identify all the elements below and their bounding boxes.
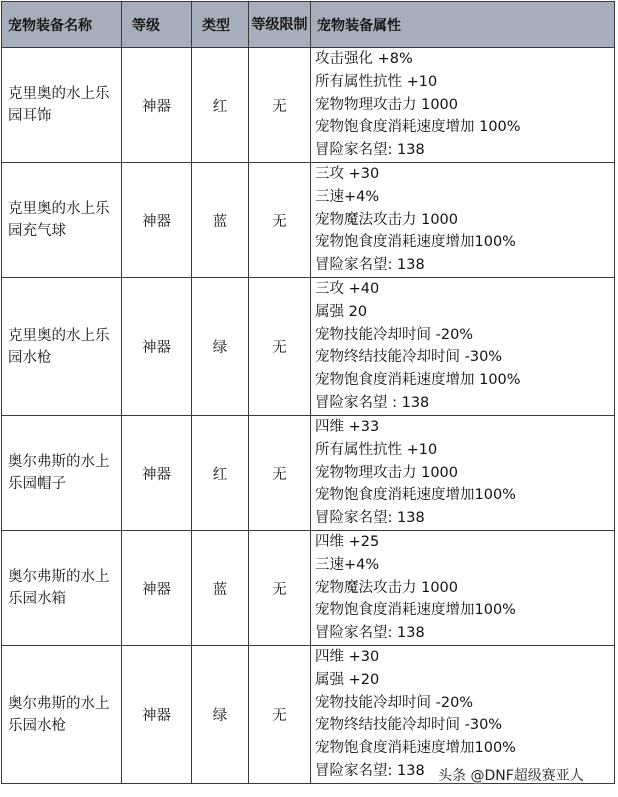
item-level-limit: 无 — [249, 48, 311, 163]
item-name: 克里奥的水上乐园耳饰 — [2, 48, 122, 163]
item-grade: 神器 — [122, 531, 192, 646]
item-attributes — [311, 278, 615, 416]
item-attributes — [311, 531, 615, 646]
item-type: 红 — [192, 416, 249, 531]
header-name: 宠物装备名称 — [2, 2, 122, 48]
item-type: 绿 — [192, 278, 249, 416]
attribute-line: 攻击强化 +8% — [315, 51, 413, 67]
attribute-line: 冒险家名望: 138 — [315, 257, 425, 274]
header-attributes: 宠物装备属性 — [311, 2, 615, 48]
header-type: 类型 — [192, 2, 249, 48]
item-name: 奥尔弗斯的水上乐园水箱 — [2, 531, 122, 646]
item-type: 蓝 — [192, 163, 249, 278]
attribute-line: 冒险家名望: 138 — [315, 510, 425, 527]
attribute-line: 宠物饱食度消耗速度增加100% — [315, 740, 516, 757]
attribute-line: 四维 +33 — [315, 419, 380, 435]
attribute-line: 宠物饱食度消耗速度增加 100% — [315, 372, 521, 389]
attribute-line: 宠物技能冷却时间 -20% — [315, 694, 474, 711]
watermark: 头条 @DNF超级赛亚人 — [438, 768, 584, 784]
item-level-limit: 无 — [249, 646, 311, 784]
attribute-line: 宠物魔法攻击力 1000 — [315, 579, 459, 596]
header-level-limit: 等级限制 — [249, 2, 311, 48]
item-type: 红 — [192, 48, 249, 163]
attribute-line: 所有属性抗性 +10 — [315, 441, 438, 458]
item-level-limit: 无 — [249, 278, 311, 416]
item-level-limit: 无 — [249, 416, 311, 531]
item-name: 克里奥的水上乐园水枪 — [2, 278, 122, 416]
item-type: 蓝 — [192, 531, 249, 646]
item-attributes — [311, 163, 615, 278]
attribute-line: 属强 +20 — [315, 671, 380, 688]
attribute-line: 冒险家名望: 138 — [315, 142, 425, 159]
item-grade: 神器 — [122, 646, 192, 784]
item-name: 克里奥的水上乐园充气球 — [2, 163, 122, 278]
item-grade: 神器 — [122, 416, 192, 531]
item-level-limit: 无 — [249, 531, 311, 646]
attribute-line: 冒险家名望 : 138 — [315, 394, 430, 411]
attribute-line: 三攻 +30 — [315, 166, 380, 182]
attribute-line: 宠物饱食度消耗速度增加100% — [315, 487, 516, 504]
table-header-row — [2, 2, 615, 48]
attribute-line: 四维 +25 — [315, 534, 380, 550]
table-row — [2, 278, 615, 416]
table-row — [2, 48, 615, 163]
item-attributes — [311, 48, 615, 163]
pet-equipment-table — [1, 1, 615, 784]
attribute-line: 宠物物理攻击力 1000 — [315, 96, 459, 113]
item-grade: 神器 — [122, 278, 192, 416]
item-attributes — [311, 416, 615, 531]
attribute-line: 属强 20 — [315, 303, 368, 320]
attribute-line: 三攻 +40 — [315, 281, 380, 297]
attribute-line: 宠物饱食度消耗速度增加 100% — [315, 119, 521, 136]
attribute-line: 宠物魔法攻击力 1000 — [315, 211, 459, 228]
table-row — [2, 416, 615, 531]
attribute-line: 宠物终结技能冷却时间 -30% — [315, 349, 503, 366]
attribute-line: 所有属性抗性 +10 — [315, 73, 438, 90]
attribute-line: 四维 +30 — [315, 649, 380, 665]
attribute-line: 宠物技能冷却时间 -20% — [315, 326, 474, 343]
item-type: 绿 — [192, 646, 249, 784]
table-row — [2, 646, 615, 784]
attribute-line: 宠物饱食度消耗速度增加100% — [315, 234, 516, 251]
table-row — [2, 163, 615, 278]
item-grade: 神器 — [122, 48, 192, 163]
attribute-line: 宠物饱食度消耗速度增加100% — [315, 602, 516, 619]
attribute-line: 冒险家名望: 138 — [315, 762, 425, 779]
item-attributes — [311, 646, 615, 784]
attribute-line: 冒险家名望: 138 — [315, 625, 425, 642]
header-grade: 等级 — [122, 2, 192, 48]
attribute-line: 三速+4% — [315, 556, 380, 573]
item-name: 奥尔弗斯的水上乐园帽子 — [2, 416, 122, 531]
item-name: 奥尔弗斯的水上乐园水枪 — [2, 646, 122, 784]
item-level-limit: 无 — [249, 163, 311, 278]
attribute-line: 三速+4% — [315, 188, 380, 205]
attribute-line: 宠物物理攻击力 1000 — [315, 464, 459, 481]
table-row — [2, 531, 615, 646]
item-grade: 神器 — [122, 163, 192, 278]
attribute-line: 宠物终结技能冷却时间 -30% — [315, 717, 503, 734]
